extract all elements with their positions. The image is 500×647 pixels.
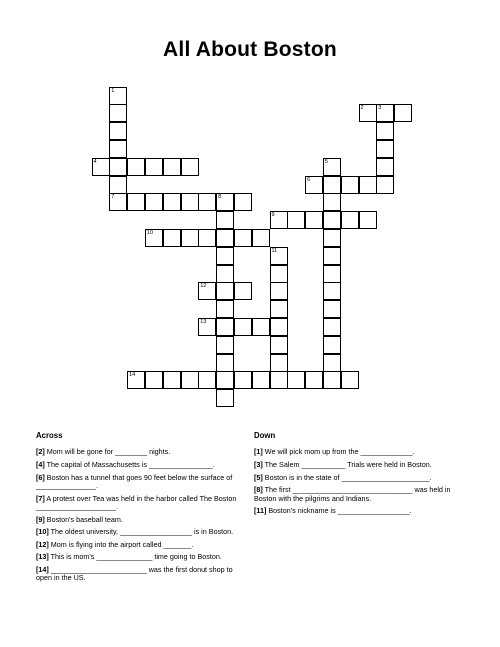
crossword-cell[interactable] [198,371,216,389]
crossword-cell[interactable] [216,229,234,247]
clue-num: [14] [36,564,49,574]
clue-text: The capital of Massachusetts is ________________. [46,460,215,469]
clue-num: [12] [36,539,49,549]
crossword-cell[interactable] [181,193,199,211]
crossword-cell[interactable] [270,211,288,229]
clue-num: [11] [254,506,267,516]
crossword-cell[interactable] [252,318,270,336]
clue-num: [13] [36,552,49,562]
crossword-cell[interactable] [216,371,234,389]
crossword-cell[interactable] [376,176,394,194]
crossword-cell[interactable] [323,176,341,194]
crossword-cell[interactable] [181,158,199,176]
crossword-cell[interactable] [216,354,234,372]
across-clue [36,566,246,583]
crossword-cell[interactable] [127,193,145,211]
crossword-cell[interactable] [109,87,127,105]
clue-num: [1] [254,447,263,457]
clue-number: 5 [324,158,328,165]
crossword-cell[interactable] [216,282,234,300]
crossword-cell[interactable] [287,371,305,389]
crossword-cell[interactable] [163,371,181,389]
crossword-cell[interactable] [109,176,127,194]
crossword-cell[interactable] [305,211,323,229]
clue-num: [10] [36,527,49,537]
clue-text: A protest over Tea was held in the harbor called The Boston ____________________. [36,493,237,511]
clue-number: 10 [146,229,154,236]
across-clue [36,448,246,456]
clue-num: [9] [36,514,45,524]
across-clue [36,541,246,549]
crossword-cell[interactable] [145,158,163,176]
crossword-cell[interactable] [323,247,341,265]
crossword-cell[interactable] [234,193,252,211]
down-clue [254,474,464,482]
crossword-cell[interactable] [163,229,181,247]
crossword-cell[interactable] [359,176,377,194]
clue-num: [5] [254,472,263,482]
clue-text: ________________________ was the first donut shop to open in the US. [36,564,233,583]
clue-num: [3] [254,460,263,469]
clue-text: The first ______________________________ was held in Boston with the pilgrims and Indians. [254,485,451,503]
across-heading: Across [36,431,63,440]
crossword-cell[interactable] [323,354,341,372]
crossword-cell[interactable] [376,104,394,122]
crossword-cell[interactable] [323,371,341,389]
down-heading: Down [254,431,276,440]
crossword-cell[interactable] [270,282,288,300]
down-clue [254,486,464,503]
crossword-cell[interactable] [216,389,234,407]
crossword-cell[interactable] [270,336,288,354]
crossword-cell[interactable] [376,122,394,140]
clue-number: 13 [200,318,207,325]
crossword-cell[interactable] [394,104,412,122]
crossword-cell[interactable] [145,371,163,389]
crossword-cell[interactable] [109,104,127,122]
clue-number: 7 [111,194,115,201]
crossword-cell[interactable] [216,265,234,283]
clue-number: 1 [111,87,115,94]
crossword-cell[interactable] [216,336,234,354]
crossword-cell[interactable] [270,247,288,265]
across-clue [36,461,246,469]
crossword-cell[interactable] [323,211,341,229]
crossword-cell[interactable] [252,371,270,389]
crossword-cell[interactable] [198,318,216,336]
crossword-cell[interactable] [376,140,394,158]
clue-num: [4] [36,460,45,469]
clue-text: The oldest university, __________________ is in Boston. [50,527,234,537]
crossword-cell[interactable] [305,176,323,194]
crossword-cell[interactable] [234,282,252,300]
crossword-cell[interactable] [323,318,341,336]
crossword-cell[interactable] [216,318,234,336]
across-clue [36,553,246,561]
clue-text: We will pick mom up from the _____________. [264,447,415,457]
crossword-cell[interactable] [145,193,163,211]
crossword-cell[interactable] [181,371,199,389]
crossword-cell[interactable] [341,176,359,194]
clue-num: [6] [36,472,45,482]
crossword-cell[interactable] [198,282,216,300]
clue-text: This is mom's ______________ time going to Boston. [50,552,222,562]
clue-text: Boston's nickname is __________________. [268,506,412,516]
crossword-cell[interactable] [109,158,127,176]
crossword-cell[interactable] [92,158,110,176]
crossword-cell[interactable] [323,229,341,247]
crossword-cell[interactable] [341,211,359,229]
crossword-cell[interactable] [323,158,341,176]
across-clue [36,528,246,536]
clue-text: Mom is flying into the airport called _______. [50,539,194,549]
clue-number: 14 [129,372,136,379]
crossword-cell[interactable] [234,371,252,389]
crossword-cell[interactable] [234,318,252,336]
across-clue [36,495,246,512]
crossword-cell[interactable] [216,247,234,265]
clue-text: The Salem ___________ Trials were held in Boston. [264,460,432,469]
across-clue [36,474,246,491]
crossword-cell[interactable] [252,229,270,247]
clue-number: 9 [271,212,275,219]
crossword-cell[interactable] [305,371,323,389]
crossword-cell[interactable] [216,300,234,318]
crossword-cell[interactable] [109,140,127,158]
crossword-cell[interactable] [270,354,288,372]
crossword-cell[interactable] [270,300,288,318]
clue-num: [2] [36,447,45,457]
crossword-cell[interactable] [323,300,341,318]
crossword-cell[interactable] [109,193,127,211]
crossword-cell[interactable] [216,193,234,211]
clue-text: Boston is in the state of ______________________. [264,472,432,482]
clue-text: Boston's baseball team. [46,514,123,524]
clue-num: [8] [254,485,263,495]
crossword-cell[interactable] [376,158,394,176]
crossword-cell[interactable] [198,193,216,211]
crossword-cell[interactable] [270,371,288,389]
crossword-cell[interactable] [270,318,288,336]
crossword-cell[interactable] [323,193,341,211]
crossword-cell[interactable] [287,211,305,229]
crossword-cell[interactable] [323,336,341,354]
crossword-cell[interactable] [341,371,359,389]
crossword-cell[interactable] [198,229,216,247]
clue-text: Mom will be gone for ________ nights. [46,447,171,457]
crossword-cell[interactable] [323,282,341,300]
down-clue [254,507,464,515]
crossword-cell[interactable] [163,193,181,211]
clue-number: 2 [360,105,364,112]
puzzle-title: All About Boston [163,38,337,61]
across-clue [36,516,246,524]
down-clue [254,448,464,456]
clue-number: 11 [271,247,278,254]
clue-number: 3 [378,105,382,112]
across-clues [36,432,246,587]
crossword-cell[interactable] [181,229,199,247]
crossword-cell[interactable] [234,229,252,247]
clue-number: 12 [200,283,207,290]
clue-number: 8 [218,194,222,201]
clue-number: 4 [93,158,97,165]
crossword-cell[interactable] [359,104,377,122]
crossword-cell[interactable] [163,158,181,176]
crossword-cell[interactable] [145,229,163,247]
clue-number: 6 [307,176,311,183]
crossword-cell[interactable] [109,122,127,140]
crossword-cell[interactable] [359,211,377,229]
crossword-cell[interactable] [270,265,288,283]
crossword-cell[interactable] [127,158,145,176]
crossword-cell[interactable] [323,265,341,283]
down-clue [254,461,464,469]
clue-text: Boston has a tunnel that goes 90 feet below the surface of _______________. [36,472,233,490]
crossword-cell[interactable] [216,211,234,229]
crossword-cell[interactable] [127,371,145,389]
down-clues [254,432,464,520]
clue-num: [7] [36,493,45,503]
